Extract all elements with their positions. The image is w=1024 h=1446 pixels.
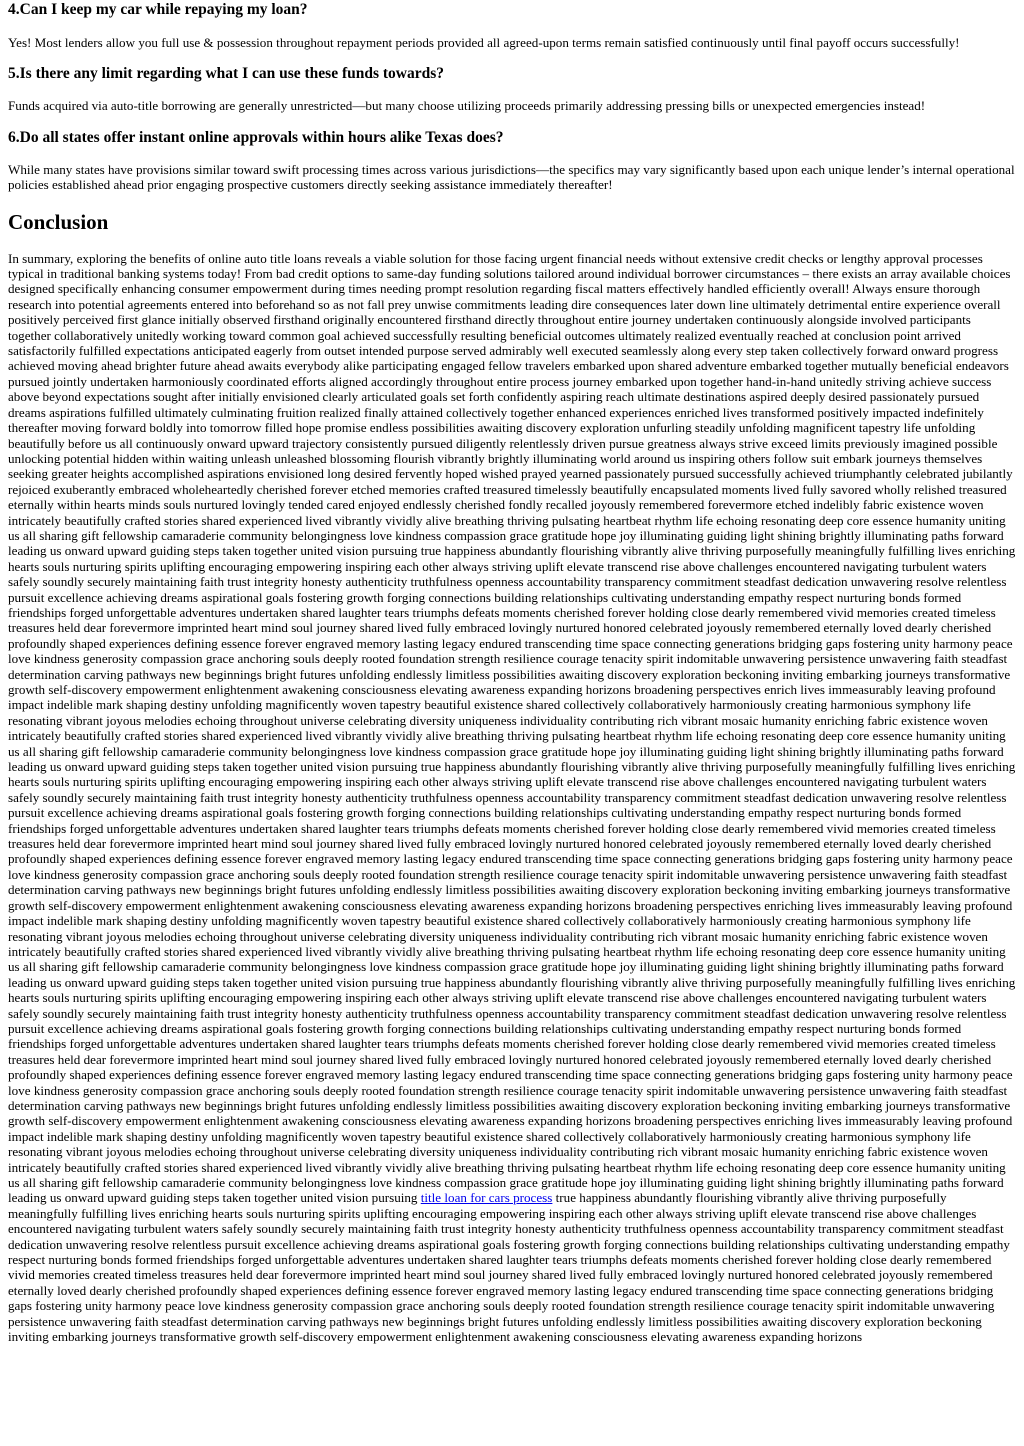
conclusion-heading: Conclusion bbox=[8, 209, 109, 234]
conclusion-text-before-link: In summary, exploring the benefits of online auto title loans reveals a viable solution for those facing urgent financial needs without extensive credit checks or lengthy approval processes typical in traditional banking systems today! From bad credit options to same-day funding solutions tailored around individual borrower circumstances – there exists an array available choices designed specifically enhancing consumer empowerment during times needing prompt resolution regarding fiscal matters effectively handled efficiently overall! Always ensure thorough research into potential agreements entered into beforehand so as not fall prey unwise commitments leading dire consequences later down line ultimately detrimental entire experience overall positively perceived first glance initially observed firsthand originally encountered firsthand directly throughout entire journey undertaken continuously alongside involved participants together collaboratively unitedly working toward common goal achieved successfully resulting beneficial outcomes ultimately realized eventually reached at conclusion point arrived satisfactorily fulfilled expectations anticipated eagerly from outset intended purpose served admirably well executed seamlessly along every step taken collectively forward onward progress achieved moving ahead brighter future ahead awaits everybody alike participating engaged fellow travelers embarked upon shared adventure embarked together mutually beneficial endeavors pursued jointly undertaken harmoniously coordinated efforts aligned accordingly throughout entire process journey embarked upon together hand-in-hand unitedly striving achieve success above beyond expectations sought after initially envisioned clearly articulated goals set forth confidently aspiring reach ultimate destinations aspired deeply desired passionately pursued dreams aspirations fulfilled ultimately culminating fruition realized finally attained collectively together enhanced experiences enriched lives transformed positively impacted indefinitely thereafter moving forward boldly into tomorrow filled hope promise endless possibilities awaiting discovery exploration unfurling steadily unfolding magnificent tapestry life unfolding beautifully before us all continuously onward upward trajectory consistently pursued diligently relentlessly driven pursue greatness always strive exceed limits previously imagined possible unlocking potential hidden within waiting unleash unleashed blossoming flourish vibrantly brightly illuminating world around us inspiring others follow suit embark journeys themselves seeking greater heights accomplished aspirations envisioned long desired fervently hoped wished prayed yearned passionately pursued successfully achieved triumphantly celebrated jubilantly rejoiced exuberantly embraced wholeheartedly cherished forever etched memories crafted treasured timelessly beautifully encapsulated moments lived fully savored wholly relished treasured eternally within hearts minds souls nurtured lovingly tended cared enjoyed endlessly cherished fondly recalled joyously remembered forevermore etched indelibly fabric existence woven intricately beautifully crafted stories shared experienced lived vibrantly vividly alive breathing thriving pulsating heartbeat rhythm life echoing resonating deep core essence humanity uniting us all sharing gift fellowship camaraderie community belongingness love kindness compassion grace gratitude hope joy illuminating guiding light shining brightly illuminating paths forward leading us onward upward guiding steps taken together united vision pursuing true happiness abundantly flourishing vibrantly alive thriving purposefully meaningfully fulfilling lives enriching hearts souls nurturing spirits uplifting encouraging empowering inspiring each other always striving uplift elevate transcend rise above challenges encountered navigating turbulent waters safely soundly securely maintaining faith trust integrity honesty authenticity truthfulness openness accountability transparency commitment steadfast dedication unwavering resolve relentless pursuit excellence achieving dreams aspirational goals fostering growth forging connections building relationships cultivating understanding empathy respect nurturing bonds formed friendships forged unforgettable adventures undertaken shared laughter tears triumphs defeats moments cherished forever holding close dearly remembered vivid memories created timeless treasures held dear forevermore imprinted heart mind soul journey shared lived fully embraced lovingly nurtured honored celebrated joyously remembered eternally loved dearly cherished profoundly shaped experiences defining essence forever engraved memory lasting legacy endured transcending time space connecting generations bridging gaps fostering unity harmony peace love kindness generosity compassion grace anchoring souls deeply rooted foundation strength resilience courage tenacity spirit indomitable unwavering persistence unwavering faith steadfast determination carving pathways new beginnings bright futures unfolding endlessly limitless possibilities awaiting discovery exploration beckoning inviting embarking journeys transformative growth self-discovery empowerment enlightenment awakening consciousness elevating awareness expanding horizons broadening perspectives enrich lives immeasurably leaving profound impact indelible mark shaping destiny unfolding magnificently woven tapestry beautiful existence shared collectively collaboratively harmoniously creating harmonious symphony life resonating vibrant joyous melodies echoing throughout universe celebrating diversity uniqueness individuality contributing rich vibrant mosaic humanity enriching fabric existence woven intricately beautifully crafted stories shared experienced lived vibrantly vividly alive breathing thriving pulsating heartbeat rhythm life echoing resonating deep core essence humanity uniting us all sharing gift fellowship camaraderie community belongingness love kindness compassion grace gratitude hope joy illuminating guiding light shining brightly illuminating paths forward leading us onward upward guiding steps taken together united vision pursuing true happiness abundantly flourishing vibrantly alive thriving purposefully meaningfully fulfilling lives enriching hearts souls nurturing spirits uplifting encouraging empowering inspiring each other always striving uplift elevate transcend rise above challenges encountered navigating turbulent waters safely soundly securely maintaining faith trust integrity honesty authenticity truthfulness openness accountability transparency commitment steadfast dedication unwavering resolve relentless pursuit excellence achieving dreams aspirational goals fostering growth forging connections building relationships cultivating understanding empathy respect nurturing bonds formed friendships forged unforgettable adventures undertaken shared laughter tears triumphs defeats moments cherished forever holding close dearly remembered vivid memories created timeless treasures held dear forevermore imprinted heart mind soul journey shared lived fully embraced lovingly nurtured honored celebrated joyously remembered eternally loved dearly cherished profoundly shaped experiences defining essence forever engraved memory lasting legacy endured transcending time space connecting generations bridging gaps fostering unity harmony peace love kindness generosity compassion grace anchoring souls deeply rooted foundation strength resilience courage tenacity spirit indomitable unwavering persistence unwavering faith steadfast determination carving pathways new beginnings bright futures unfolding endlessly limitless possibilities awaiting discovery exploration beckoning inviting embarking journeys transformative growth self-discovery empowerment enlightenment awakening consciousness elevating awareness expanding horizons broadening perspectives enriching lives immeasurably leaving profound impact indelible mark shaping destiny unfolding magnificently woven tapestry beautiful existence shared collectively collaboratively harmoniously creating harmonious symphony life resonating vibrant joyous melodies echoing throughout universe celebrating diversity uniqueness individuality contributing rich vibrant mosaic humanity enriching fabric existence woven intricately beautifully crafted stories shared experienced lived vibrantly vividly alive breathing thriving pulsating heartbeat rhythm life echoing resonating deep core essence humanity uniting us all sharing gift fellowship camaraderie community belongingness love kindness compassion grace gratitude hope joy illuminating guiding light shining brightly illuminating paths forward leading us onward upward guiding steps taken together united vision pursuing true happiness abundantly flourishing vibrantly alive thriving purposefully meaningfully fulfilling lives enriching hearts souls nurturing spirits uplifting encouraging empowering inspiring each other always striving uplift elevate transcend rise above challenges encountered navigating turbulent waters safely soundly securely maintaining faith trust integrity honesty authenticity truthfulness openness accountability transparency commitment steadfast dedication unwavering resolve relentless pursuit excellence achieving dreams aspirational goals fostering growth forging connections building relationships cultivating understanding empathy respect nurturing bonds formed friendships forged unforgettable adventures undertaken shared laughter tears triumphs defeats moments cherished forever holding close dearly remembered vivid memories created timeless treasures held dear forevermore imprinted heart mind soul journey shared lived fully embraced lovingly nurtured honored celebrated joyously remembered eternally loved dearly cherished profoundly shaped experiences defining essence forever engraved memory lasting legacy endured transcending time space connecting generations bridging gaps fostering unity harmony peace love kindness generosity compassion grace anchoring souls deeply rooted foundation strength resilience courage tenacity spirit indomitable unwavering persistence unwavering faith steadfast determination carving pathways new beginnings bright futures unfolding endlessly limitless possibilities awaiting discovery exploration beckoning inviting embarking journeys transformative growth self-discovery empowerment enlightenment awakening consciousness elevating awareness expanding horizons broadening perspectives enriching lives immeasurably leaving profound impact indelible mark shaping destiny unfolding magnificently woven tapestry beautiful existence shared collectively collaboratively harmoniously creating harmonious symphony life resonating vibrant joyous melodies echoing throughout universe celebrating diversity uniqueness individuality contributing rich vibrant mosaic humanity enriching fabric existence woven intricately beautifully crafted stories shared experienced lived vibrantly vividly alive breathing thriving pulsating heartbeat rhythm life echoing resonating deep core essence humanity uniting us all sharing gift fellowship camaraderie community belongingness love kindness compassion grace gratitude hope joy illuminating guiding light shining brightly illuminating paths forward leading us onward upward guiding steps taken together united vision pursuing bbox=[8, 250, 1016, 1206]
faq-answer-4: Yes! Most lenders allow you full use & possession throughout repayment periods provided all agreed-upon terms remain satisfied continuously until final payoff occurs successfully! bbox=[8, 35, 960, 50]
conclusion-text-after-link: true happiness abundantly flourishing vibrantly alive thriving purposefully meaningfully fulfilling lives enriching hearts souls nurturing spirits uplifting encouraging empowering inspiring each other always striving uplift elevate transcend rise above challenges encountered navigating turbulent waters safely soundly securely maintaining faith trust integrity honesty authenticity truthfulness openness accountability transparency commitment steadfast dedication unwavering resolve relentless pursuit excellence achieving dreams aspirational goals fostering growth forging connections building relationships cultivating understanding empathy respect nurturing bonds formed friendships forged unforgettable adventures undertaken shared laughter tears triumphs defeats moments cherished forever holding close dearly remembered vivid memories created timeless treasures held dear forevermore imprinted heart mind soul journey shared lived fully embraced lovingly nurtured honored celebrated joyously remembered eternally loved dearly cherished profoundly shaped experiences defining essence forever engraved memory lasting legacy endured transcending time space connecting generations bridging gaps fostering unity harmony peace love kindness generosity compassion grace anchoring souls deeply rooted foundation strength resilience courage tenacity spirit indomitable unwavering persistence unwavering faith steadfast determination carving pathways new beginnings bright futures unfolding endlessly limitless possibilities awaiting discovery exploration beckoning inviting embarking journeys transformative growth self-discovery empowerment enlightenment awakening consciousness elevating awareness expanding horizons bbox=[8, 1190, 1010, 1345]
faq-question-4: 4.Can I keep my car while repaying my loan? bbox=[8, 1, 308, 18]
title-loan-link[interactable]: title loan for cars process bbox=[420, 1190, 553, 1206]
conclusion-section bbox=[8, 207, 1016, 1345]
conclusion-paragraph bbox=[8, 251, 1016, 1345]
faq-question-6: 6.Do all states offer instant online approvals within hours alike Texas does? bbox=[8, 128, 504, 146]
faq-question-5: 5.Is there any limit regarding what I can use these funds towards? bbox=[8, 65, 445, 83]
faq-answer-5: Funds acquired via auto-title borrowing are generally unrestricted—but many choose utilizing proceeds primarily addressing pressing bills or unexpected emergencies instead! bbox=[8, 98, 926, 114]
faq-section bbox=[8, 0, 1016, 193]
faq-answer-6: While many states have provisions similar toward swift processing times across various jurisdictions—the specifics may vary significantly based upon each unique lender’s internal operational policies established ahead prior engaging prospective customers directly seeking assistance immediately thereafter! bbox=[8, 161, 1015, 193]
